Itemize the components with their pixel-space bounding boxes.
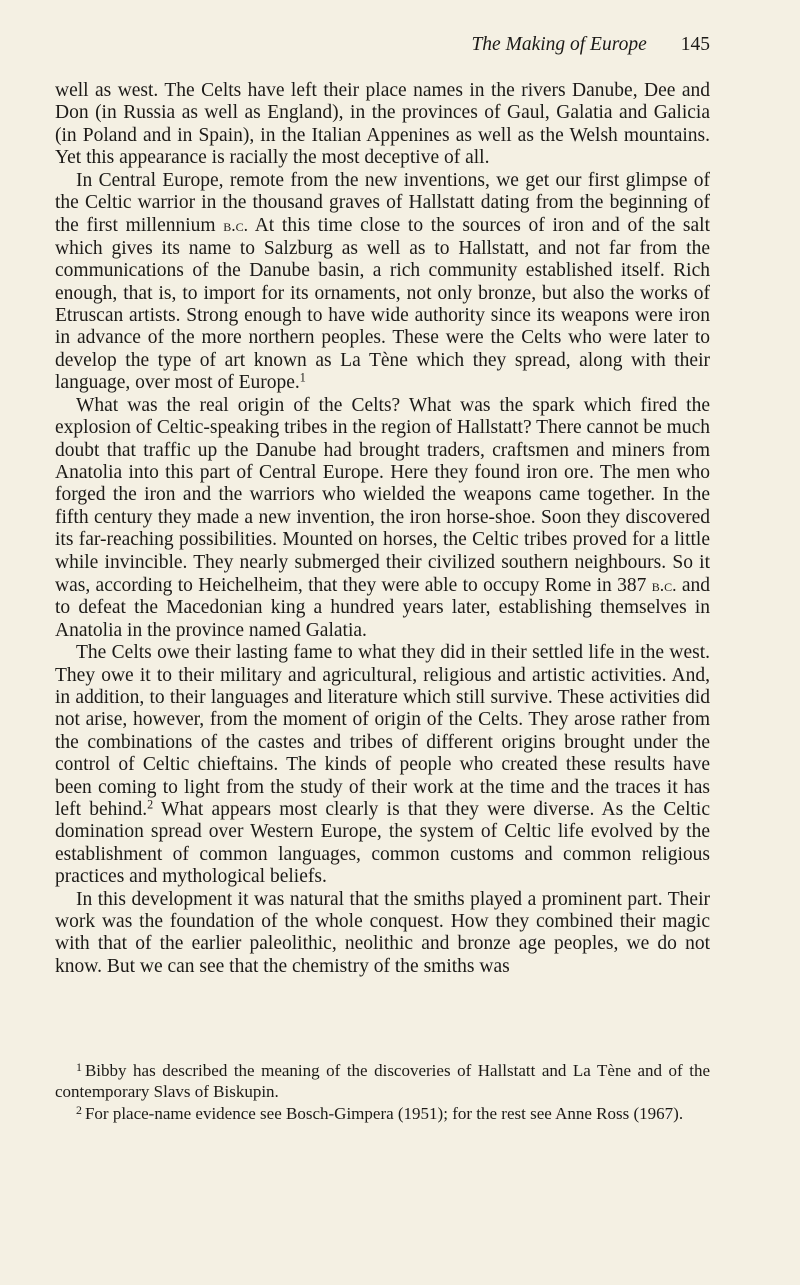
page-header [55, 34, 710, 56]
footnote-ref-2[interactable]: 2 [147, 797, 154, 812]
paragraph-3: What was the real origin of the Celts? What was the spark which fired the explosion of Celtic-speaking tribes in the region of Hallstatt? There cannot be much doubt that traffic up the Danube had brought traders, craftsmen and miners from Anatolia into this part of Central Europe. Here they found iron ore. The men who forged the iron and the warriors who wielded the weapons came together. In the fifth century they made a new invention, the iron horse-shoe. Soon they discovered its far-reaching possibilities. Mounted on horses, the Celtic tribes proved for a little while invincible. They nearly submerged their civilized southern neighbours. So it was, according to Heichelheim, that they were able to occupy Rome in 387 b.c. and to defeat the Macedonian king a hundred years later, establishing themselves in Anatolia in the province named Galatia. [55, 394, 710, 641]
paragraph-2: In Central Europe, remote from the new inventions, we get our first glimpse of the Celtic warrior in the thousand graves of Hallstatt dating from the beginning of the first millennium b.c. At this time close to the sources of iron and of the salt which gives its name to Salzburg as well as to Hallstatt, and not far from the communications of the Danube basin, a rich community established itself. Rich enough, that is, to import for its ornaments, not only bronze, but also the works of Etruscan artists. Strong enough to have wide authority since its weapons were iron in advance of the more northern peoples. These were the Celts who were later to develop the type of art known as La Tène which they spread, along with their language, over most of Europe.$^1$ [55, 169, 711, 394]
footnote-marker: 1 [76, 1060, 82, 1075]
era-abbreviation: b.c. [651, 574, 677, 595]
page-number: 145 [680, 34, 710, 55]
footnote-2: $^2$ For place-name evidence see Bosch-Gimpera (1951); for the rest see Anne Ross (1967). [76, 1103, 684, 1123]
era-abbreviation: b.c. [223, 215, 249, 236]
paragraph-5: In this development it was natural that the smiths played a prominent part. Their work was the foundation of the whole conquest. How they combined their magic with that of the earlier paleolithic, neolithic and bronze age peoples, we do not know. But we can see that the chemistry of the smiths was [55, 888, 710, 977]
paragraph-4: The Celts owe their lasting fame to what they did in their settled life in the west. They owe it to their military and agricultural, religious and artistic activities. And, in addition, to their languages and literature which still survive. These activities did not arise, however, from the moment of origin of the Celts. They arose rather from the combinations of the castes and tribes of different origins brought under the control of Celtic chieftains. The kinds of people who created these results have been coming to light from the study of their work at the time and the traces it has left behind.$^2$ What appears most clearly is that they were diverse. As the Celtic domination spread over Western Europe, the system of Celtic life evolved by the establishment of common languages, common customs and common religious practices and mythological beliefs. [55, 642, 710, 888]
running-title: The Making of Europe [471, 34, 647, 55]
footnotes [55, 1061, 710, 1127]
body-text [55, 80, 710, 978]
footnote-1: $^1$ Bibby has described the meaning of the discoveries of Hallstatt and La Tène and of the contemporary Slavs of Biskupin. [55, 1060, 710, 1101]
paragraph-1: well as west. The Celts have left their place names in the rivers Danube, Dee and Don (in Russia as well as England), in the provinces of Gaul, Galatia and Galicia (in Poland and in Spain), in the Italian Appenines as well as the Welsh mountains. Yet this appearance is racially the most deceptive of all. [55, 80, 710, 169]
footnote-marker: 2 [76, 1103, 82, 1118]
footnote-ref-1[interactable]: 1 [299, 370, 306, 385]
